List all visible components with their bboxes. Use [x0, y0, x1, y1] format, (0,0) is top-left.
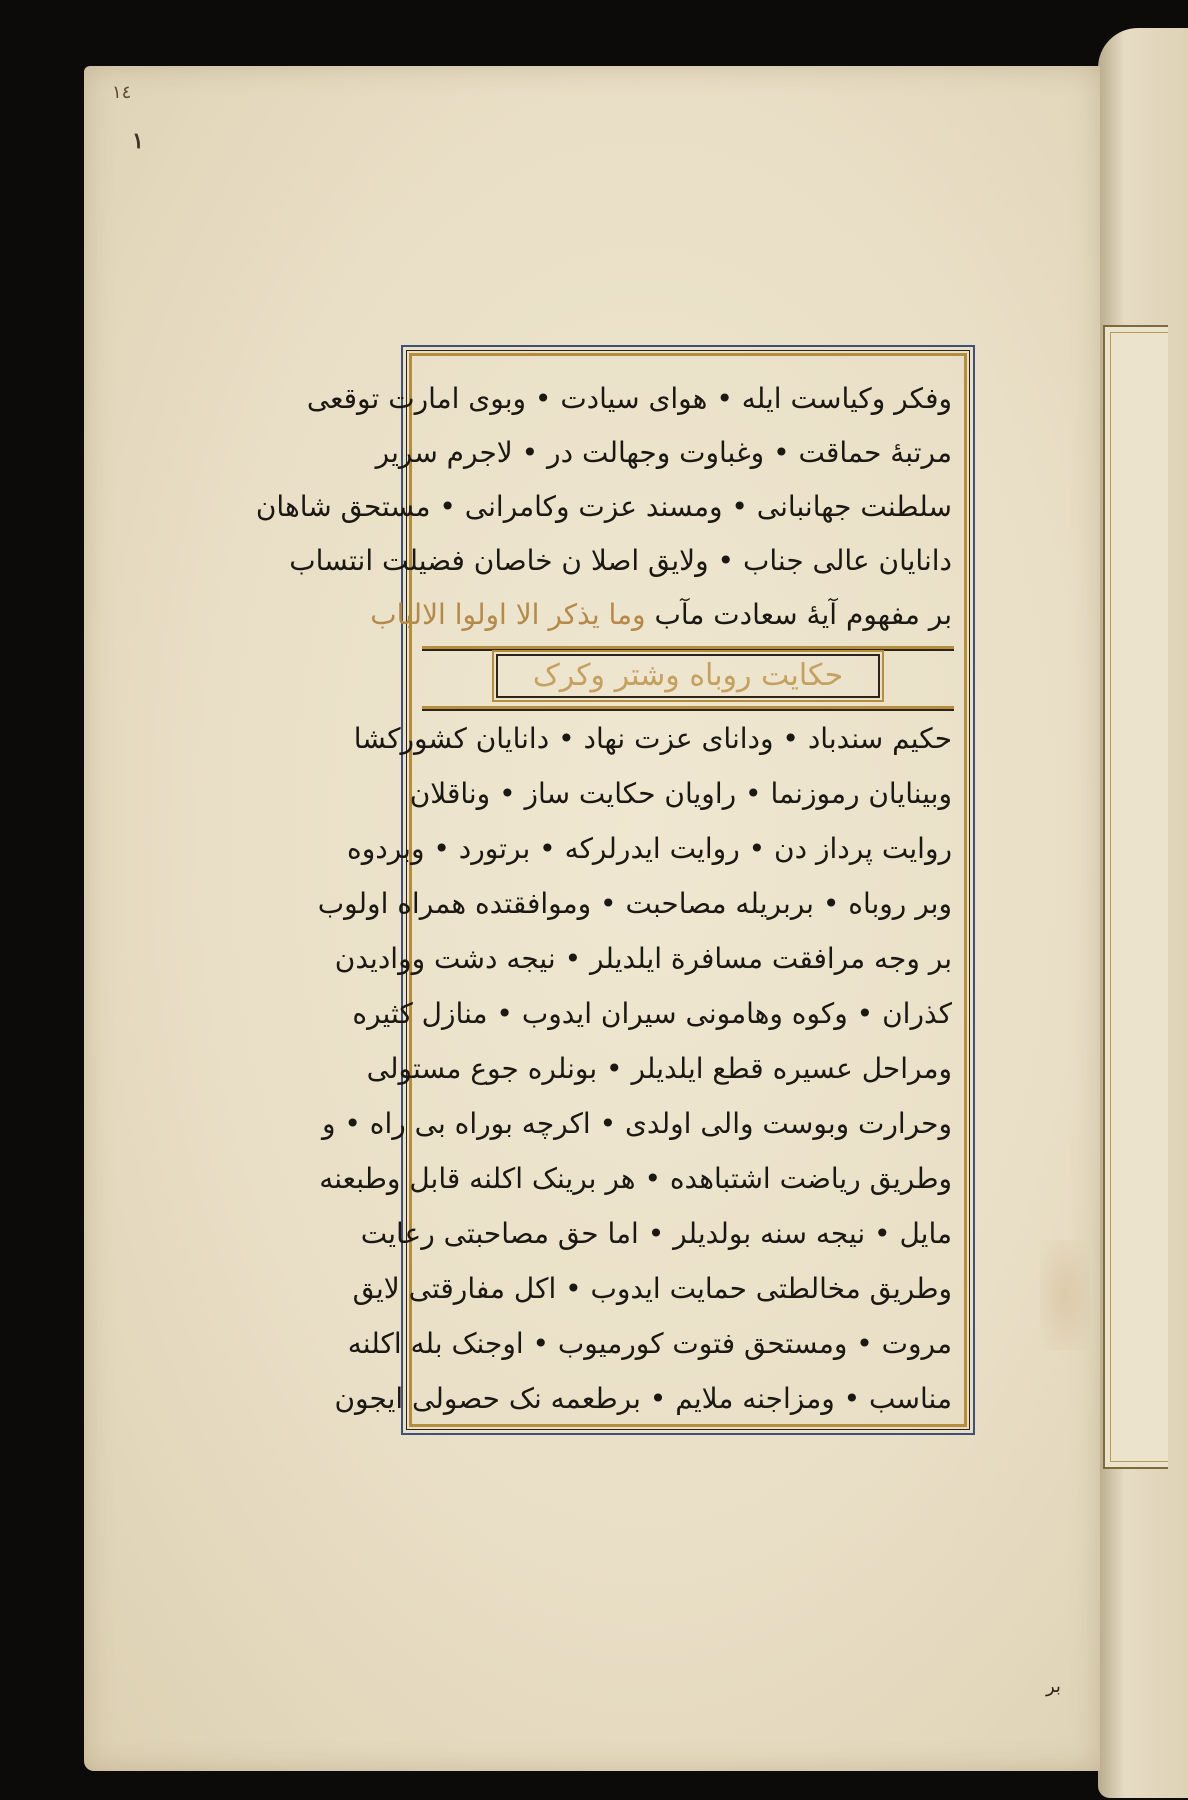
text-line-fragment: بر مفهوم آیهٔ سعادت مآب [654, 598, 952, 631]
text-line: مرتبهٔ حماقت • وغباوت وجهالت در • لاجرم سریر [375, 436, 952, 469]
text-line: وبینایان رموزنما • راویان حکایت ساز • وناقلان [409, 777, 952, 810]
text-block-top [255, 372, 952, 644]
divider-rule [422, 646, 954, 649]
text-line: بر وجه مرافقت مسافرة ایلدیلر • نیجه دشت ووادیدن [334, 942, 952, 975]
text-line: مایل • نیجه سنه بولدیلر • اما حق مصاحبتی رعایت [360, 1217, 952, 1250]
paper-stain [1040, 1240, 1090, 1350]
text-line: مروت • ومستحق فتوت کورمیوب • اوجنک بله اکلنه [347, 1327, 952, 1360]
text-frame [255, 345, 975, 1435]
text-line-with-quote [370, 588, 952, 642]
text-line: حکیم سندباد • ودانای عزت نهاد • دانایان کشورکشا [353, 722, 952, 755]
catchword: بر [1046, 1676, 1061, 1697]
text-line: روایت پرداز دن • روایت ایدرلرکه • برتورد • وبردوه [347, 832, 952, 865]
facing-page-text-panel [1103, 325, 1168, 1469]
text-line: دانایان عالی جناب • ولایق اصلا ن خاصان فضیلت انتساب [289, 544, 952, 577]
heading-band [422, 650, 954, 702]
text-line: وفکر وکیاست ایله • هوای سیادت • وبوی امارت توقعی [306, 382, 952, 415]
corner-mark: ١ [132, 128, 144, 154]
text-line: وبر روباه • بربریله مصاحبت • وموافقتده همراه اولوب [317, 887, 952, 920]
text-line: وطریق ریاضت اشتباهده • هر برینک اکلنه قابل وطبعنه [319, 1162, 952, 1195]
quran-quote: وما یذکر الا اولوا الالباب [370, 598, 646, 631]
text-line: سلطنت جهانبانی • ومسند عزت وکامرانی • مستحق شاهان [255, 490, 952, 523]
folio-number: ١٤ [112, 82, 132, 103]
text-line: مناسب • ومزاجنه ملایم • برطعمه نک حصولی ایجون [334, 1382, 952, 1415]
divider-rule [422, 706, 954, 709]
text-line: وحرارت وبوست والی اولدی • اکرچه بوراه بی راه • و [321, 1107, 952, 1140]
text-block-bottom [317, 711, 952, 1426]
text-line: وطریق مخالطتی حمایت ایدوب • اکل مفارقتی لایق [352, 1272, 952, 1305]
chapter-heading: حکایت روباه وشتر وکرک [496, 654, 880, 698]
frame-gold-border [255, 353, 967, 1427]
text-line: کذران • وکوه وهامونی سیران ایدوب • منازل کثیره [352, 997, 952, 1030]
text-line: ومراحل عسیره قطع ایلدیلر • بونلره جوع مستولی [366, 1052, 952, 1085]
